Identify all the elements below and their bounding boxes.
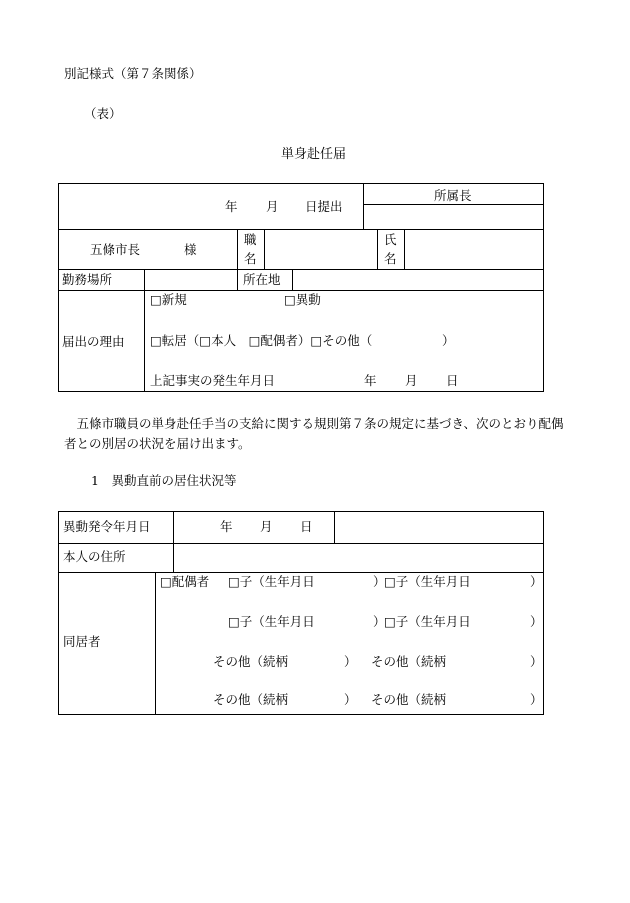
bracket-close: ） — [442, 333, 455, 348]
form-reference: 別記様式（第７条関係） — [64, 66, 202, 81]
submit-year: 年 — [225, 199, 238, 214]
mayor-label: 五條市長 — [90, 242, 141, 257]
divider — [144, 269, 145, 392]
issue-day: 日 — [300, 519, 313, 534]
bracket-close: ） — [530, 614, 543, 629]
department-head-label: 所属長 — [434, 188, 472, 203]
workplace-label: 勤務場所 — [62, 272, 113, 287]
divider — [58, 229, 544, 230]
divider — [377, 229, 378, 269]
residence-table — [58, 511, 544, 715]
divider — [363, 183, 364, 229]
issue-month: 月 — [260, 519, 273, 534]
occurrence-day: 日 — [446, 373, 459, 388]
divider — [237, 269, 238, 290]
divider — [58, 290, 544, 291]
other-relation: その他（続柄 — [371, 654, 447, 669]
bracket-close: ） — [344, 654, 357, 669]
divider — [292, 269, 293, 290]
divider — [173, 511, 174, 543]
divider — [264, 229, 265, 269]
submit-month: 月 — [266, 199, 279, 214]
occurrence-month: 月 — [405, 373, 418, 388]
divider — [58, 269, 544, 270]
child-checkbox[interactable]: □子（生年月日 — [228, 574, 315, 589]
report-form-table — [58, 183, 544, 392]
bracket-close: ） — [530, 574, 543, 589]
other-relation: その他（続柄 — [371, 692, 447, 707]
issue-year: 年 — [220, 519, 233, 534]
issue-date-label: 異動発令年月日 — [63, 519, 151, 534]
divider — [173, 543, 174, 572]
job-title-label: 職 — [244, 232, 257, 247]
reason-relocation-options[interactable]: □転居（□本人 □配偶者）□その他（ — [150, 333, 373, 348]
name-label: 名 — [384, 251, 397, 266]
other-relation: その他（続柄 — [213, 654, 289, 669]
bracket-close: ） — [373, 614, 386, 629]
other-relation: その他（続柄 — [213, 692, 289, 707]
child-checkbox[interactable]: □子（生年月日 — [384, 574, 471, 589]
bracket-close: ） — [530, 654, 543, 669]
divider — [404, 229, 405, 269]
honorific-label: 様 — [184, 242, 197, 257]
submit-day: 日提出 — [305, 199, 343, 214]
name-label: 氏 — [384, 232, 397, 247]
spouse-checkbox[interactable]: □配偶者 — [160, 574, 210, 589]
divider — [58, 572, 544, 573]
divider — [363, 204, 544, 205]
cohabitants-label: 同居者 — [63, 634, 101, 649]
reason-label: 届出の理由 — [62, 334, 125, 349]
address-label: 本人の住所 — [63, 549, 126, 564]
divider — [334, 511, 335, 543]
divider — [155, 572, 156, 715]
reason-transfer-checkbox[interactable]: □異動 — [284, 292, 321, 307]
divider — [58, 543, 544, 544]
child-checkbox[interactable]: □子（生年月日 — [384, 614, 471, 629]
bracket-close: ） — [344, 692, 357, 707]
page-title: 単身赴任届 — [281, 147, 347, 162]
child-checkbox[interactable]: □子（生年月日 — [228, 614, 315, 629]
occurrence-year: 年 — [364, 373, 377, 388]
declaration-paragraph: 五條市職員の単身赴任手当の支給に関する規則第７条の規定に基づき、次のとおり配偶者との別居の状況を届け出ます。 — [64, 416, 564, 451]
reason-new-checkbox[interactable]: □新規 — [150, 292, 187, 307]
job-title-label: 名 — [244, 251, 257, 266]
occurrence-date-label: 上記事実の発生年月日 — [150, 373, 276, 388]
bracket-close: ） — [373, 574, 386, 589]
location-label: 所在地 — [243, 272, 281, 287]
section-heading: 1 異動直前の居住状況等 — [91, 473, 237, 488]
side-label: （表） — [84, 106, 122, 121]
bracket-close: ） — [530, 692, 543, 707]
divider — [237, 229, 238, 269]
